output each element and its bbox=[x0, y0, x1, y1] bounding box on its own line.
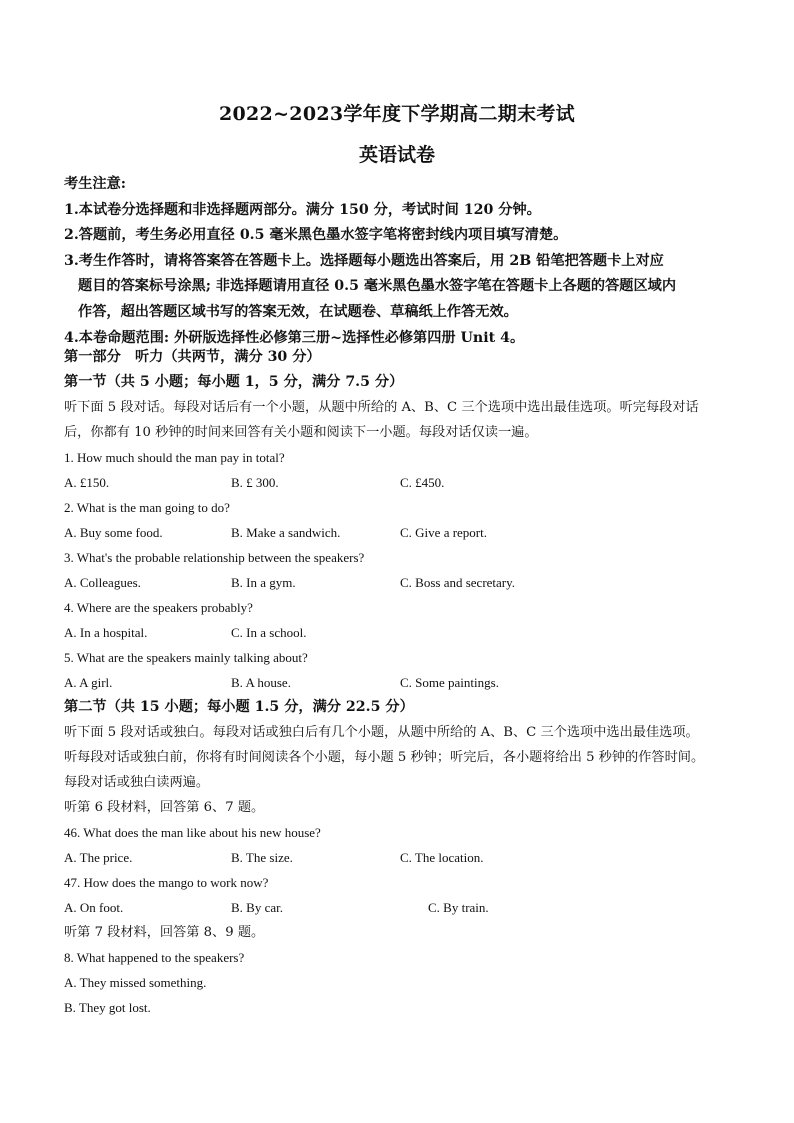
candidate-notes bbox=[64, 172, 754, 351]
section2-instructions: 听每段对话或独白前，你将有时间阅读各个小题，每小题 5 秒钟；听完后，各小题将给出 5 秒钟的作答时间。 bbox=[64, 750, 705, 765]
question-text: 2. What is the man going to do? bbox=[64, 500, 230, 515]
question-options bbox=[64, 845, 764, 870]
material-note: 听第 6 段材料，回答第 6、7 题。 bbox=[64, 800, 265, 815]
option-b: B. By car. bbox=[231, 900, 283, 915]
question-text: 46. What does the man like about his new house? bbox=[64, 825, 321, 840]
material-note: 听第 7 段材料，回答第 8、9 题。 bbox=[64, 925, 265, 940]
option-b: B. The size. bbox=[231, 850, 293, 865]
option-a: A. Buy some food. bbox=[64, 525, 163, 540]
option-b: B. Make a sandwich. bbox=[231, 525, 341, 540]
option-a: A. On foot. bbox=[64, 900, 124, 915]
exam-subtitle: 英语试卷 bbox=[358, 144, 435, 166]
section2-instructions: 听下面 5 段对话或独白。每段对话或独白后有几个小题，从题中所给的 A、B、C 三个选项中选出最佳选项。 bbox=[64, 725, 699, 740]
option-a: A. The price. bbox=[64, 850, 133, 865]
note-line: 作答，超出答题区域书写的答案无效，在试题卷、草稿纸上作答无效。 bbox=[78, 303, 518, 320]
option-a: A. £150. bbox=[64, 475, 110, 490]
option-c: C. In a school. bbox=[231, 625, 307, 640]
option-b: B. They got lost. bbox=[64, 1000, 151, 1015]
option-a: A. A girl. bbox=[64, 675, 113, 690]
notes-heading: 考生注意: bbox=[64, 176, 126, 192]
option-b: B. In a gym. bbox=[231, 575, 296, 590]
question-options bbox=[64, 470, 764, 495]
option-c: C. By train. bbox=[428, 900, 489, 915]
question-options bbox=[64, 620, 764, 645]
question-text: 5. What are the speakers mainly talking about? bbox=[64, 650, 308, 665]
question-text: 4. Where are the speakers probably? bbox=[64, 600, 253, 615]
listening-part bbox=[64, 345, 764, 1020]
note-line: 题目的答案标号涂黑; 非选择题请用直径 0.5 毫米黑色墨水签字笔在答题卡上各题的答题区域内 bbox=[78, 278, 677, 295]
note-line: 4.本卷命题范围: 外研版选择性必修第三册~选择性必修第四册 Unit 4。 bbox=[64, 329, 525, 346]
note-line: 3.考生作答时，请将答案答在答题卡上。选择题每小题选出答案后，用 2B 铅笔把答题卡上对应 bbox=[64, 252, 664, 269]
question-text: 8. What happened to the speakers? bbox=[64, 950, 245, 965]
question-text: 3. What's the probable relationship between the speakers? bbox=[64, 550, 365, 565]
exam-title: 2022~2023学年度下学期高二期末考试 bbox=[219, 103, 575, 125]
section2-heading: 第二节（共 15 小题；每小题 1.5 分，满分 22.5 分） bbox=[64, 699, 414, 715]
section1-heading: 第一节（共 5 小题；每小题 1，5 分，满分 7.5 分） bbox=[64, 374, 404, 390]
option-c: C. Give a report. bbox=[400, 525, 488, 540]
option-c: C. Boss and secretary. bbox=[400, 575, 516, 590]
question-text: 1. How much should the man pay in total? bbox=[64, 450, 285, 465]
part1-heading: 第一部分 听力（共两节，满分 30 分） bbox=[64, 349, 321, 365]
question-options bbox=[64, 520, 764, 545]
section1-instructions: 后，你都有 10 秒钟的时间来回答有关小题和阅读下一小题。每段对话仅读一遍。 bbox=[64, 425, 538, 440]
option-c: C. Some paintings. bbox=[400, 675, 499, 690]
question-options bbox=[64, 670, 764, 695]
note-line: 1.本试卷分选择题和非选择题两部分。满分 150 分，考试时间 120 分钟。 bbox=[64, 201, 541, 218]
option-a: A. In a hospital. bbox=[64, 625, 148, 640]
option-a: A. Colleagues. bbox=[64, 575, 141, 590]
option-c: C. £450. bbox=[400, 475, 445, 490]
question-options bbox=[64, 895, 764, 920]
section2-instructions: 每段对话或独白读两遍。 bbox=[64, 775, 210, 790]
section1-instructions: 听下面 5 段对话。每段对话后有一个小题，从题中所给的 A、B、C 三个选项中选出最佳选项。听完每段对话 bbox=[64, 400, 699, 415]
option-c: C. The location. bbox=[400, 850, 484, 865]
question-text: 47. How does the mango to work now? bbox=[64, 875, 269, 890]
note-line: 2.答题前，考生务必用直径 0.5 毫米黑色墨水签字笔将密封线内项目填写清楚。 bbox=[64, 227, 568, 244]
option-b: B. A house. bbox=[231, 675, 291, 690]
option-b: B. £ 300. bbox=[231, 475, 279, 490]
option-a: A. They missed something. bbox=[64, 975, 207, 990]
question-options bbox=[64, 570, 764, 595]
